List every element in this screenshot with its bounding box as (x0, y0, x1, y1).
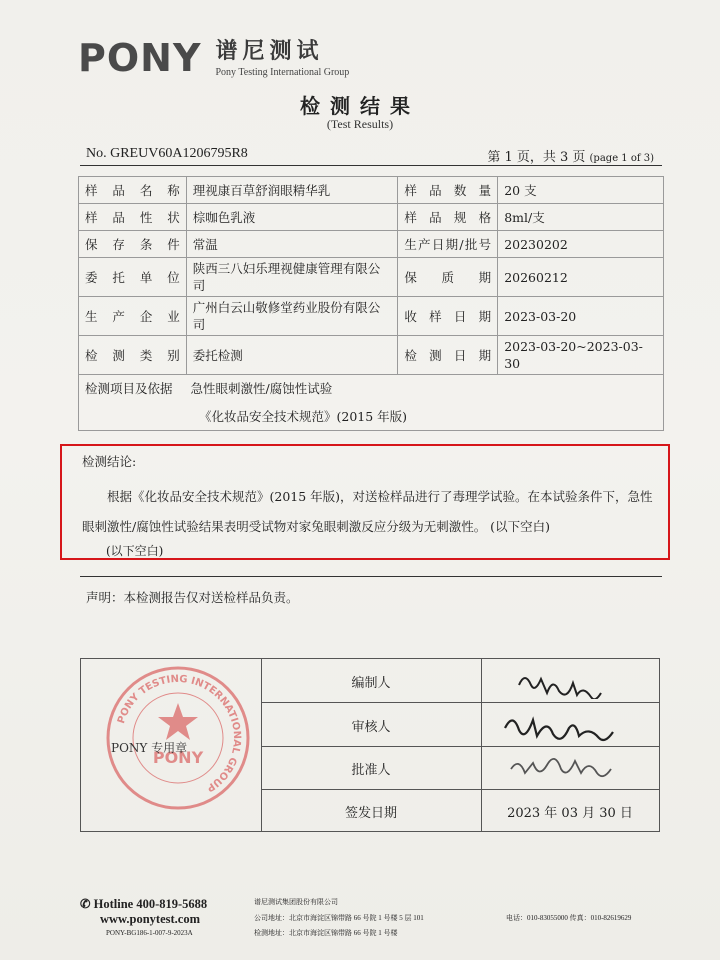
page-info-en: (page 1 of 3) (589, 153, 654, 164)
page-title: 检测结果 (300, 94, 420, 118)
client-value: 陕西三八妇乐理视健康管理有限公司 (186, 258, 398, 297)
table-row (79, 375, 664, 403)
table-row (79, 204, 664, 231)
logo-wordmark: PONY (78, 36, 202, 80)
received-date-label: 收样日期 (398, 297, 498, 336)
report-number: No. GREUV60A1206795R8 (86, 146, 248, 161)
divider (261, 746, 659, 747)
issue-date-label: 签发日期 (344, 806, 397, 821)
sample-qty-label: 样品数量 (398, 177, 498, 204)
website: www.ponytest.com (100, 912, 200, 926)
star-icon (158, 703, 198, 740)
received-date-value: 2023-03-20 (498, 297, 664, 336)
signature-table (80, 658, 660, 832)
table-row (79, 231, 664, 258)
table-row (79, 258, 664, 297)
shelf-life-value: 20260212 (498, 258, 664, 297)
page-info (487, 146, 654, 165)
sample-state-label: 样品性状 (79, 204, 187, 231)
sample-info-table (78, 176, 664, 431)
table-row (79, 403, 664, 431)
divider (261, 702, 659, 703)
storage-label: 保存条件 (79, 231, 187, 258)
test-items-cell (79, 375, 664, 403)
company-stamp (103, 663, 253, 813)
prod-date-value: 20230202 (498, 231, 664, 258)
conclusion-box (60, 444, 670, 560)
sample-state-value: 棕咖色乳液 (186, 204, 398, 231)
company-address: 公司地址：北京市海淀区锦带路 66 号院 1 号楼 5 层 101 (254, 914, 424, 922)
reviewer-signature (499, 706, 629, 744)
test-date-value: 2023-03-20~2023-03-30 (498, 336, 664, 375)
logo-en-name: Pony Testing International Group (215, 67, 350, 78)
editor-signature (511, 665, 621, 699)
logo-text (215, 40, 349, 78)
table-row (79, 336, 664, 375)
pony-logo (78, 36, 349, 80)
producer-label: 生产企业 (79, 297, 187, 336)
test-type-label: 检测类别 (79, 336, 187, 375)
logo-cn-name: 谱尼测试 (215, 39, 324, 64)
client-label: 委托单位 (79, 258, 187, 297)
page-info-cn: 第 1 页，共 3 页 (487, 150, 586, 165)
sample-spec-value: 8ml/支 (498, 204, 664, 231)
phone-fax: 电话：010-83055000 传真：010-82619629 (506, 914, 632, 922)
statement: 声明：本检测报告仅对送检样品负责。 (86, 590, 299, 605)
statement-divider (80, 576, 662, 577)
table-row (79, 177, 664, 204)
shelf-life-label: 保质期 (398, 258, 498, 297)
test-items-label: 检测项目及依据 (85, 381, 173, 397)
test-items-value: 急性眼刺激性/腐蚀性试验 (190, 381, 333, 397)
divider (261, 789, 659, 790)
prod-date-label: 生产日期/批号 (398, 231, 498, 258)
editor-label: 编制人 (351, 676, 391, 691)
storage-value: 常温 (186, 231, 398, 258)
conclusion-text: 根据《化妆品安全技术规范》(2015 年版)，对送检样品进行了毒理学试验。在本试验条件下，急性眼刺激性/腐蚀性试验结果表明受试物对家兔眼刺激反应分级为无刺激性。 (以下空白) (82, 489, 653, 534)
reviewer-label: 审核人 (351, 720, 391, 735)
conclusion-heading: 检测结论: (82, 454, 137, 469)
hotline-text: Hotline 400-819-5688 (93, 897, 208, 911)
table-row (79, 297, 664, 336)
test-address: 检测地址：北京市海淀区锦带路 66 号院 1 号楼 (254, 929, 398, 937)
issue-date-value: 2023 年 03 月 30 日 (507, 806, 633, 821)
stamp-center-text: PONY (152, 748, 204, 767)
stamp-label: PONY 专用章 (111, 741, 188, 755)
sample-spec-label: 样品规格 (398, 204, 498, 231)
phone-icon: ✆ (80, 897, 91, 911)
company-name: 谱尼测试集团股份有限公司 (254, 898, 338, 906)
hotline (80, 896, 207, 912)
test-basis-value: 《化妆品安全技术规范》(2015 年版) (79, 403, 664, 431)
test-date-label: 检测日期 (398, 336, 498, 375)
approver-signature (505, 751, 625, 785)
test-type-value: 委托检测 (186, 336, 398, 375)
sample-qty-value: 20 支 (498, 177, 664, 204)
stamp-ring-text: PONY TESTING INTERNATIONAL GROUP (116, 673, 243, 794)
page-subtitle: (Test Results) (326, 117, 394, 131)
document-code: PONY-BG186-1-007-9-2023A (106, 929, 193, 937)
sample-name-label: 样品名称 (79, 177, 187, 204)
conclusion-blank: (以下空白) (106, 544, 164, 558)
header-divider (80, 165, 662, 166)
approver-label: 批准人 (351, 763, 391, 778)
sample-name-value: 理视康百草舒润眼精华乳 (186, 177, 398, 204)
producer-value: 广州白云山敬修堂药业股份有限公司 (186, 297, 398, 336)
